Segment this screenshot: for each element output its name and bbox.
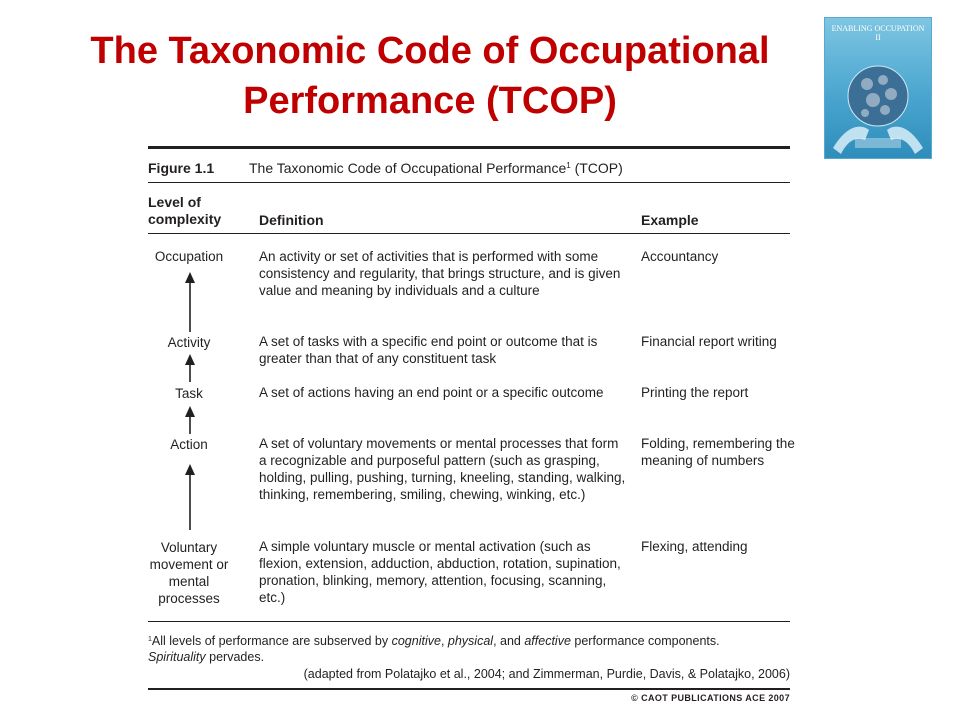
arrow-up-icon — [185, 464, 195, 530]
figure-header — [148, 160, 623, 176]
figure-caption — [249, 160, 623, 176]
example-task: Printing the report — [641, 385, 749, 400]
definition-activity: A set of tasks with a specific end point or outcome that is greater than that of any constituent task — [259, 334, 598, 366]
level-occupation: Occupation — [154, 249, 224, 264]
slide-title — [60, 26, 800, 126]
column-header-definition: Definition — [259, 212, 324, 228]
definition-action: A set of voluntary movements or mental processes that form a recognizable and purposeful pattern (such as grasping, holding, pulling, pushing, turning, kneeling, standing, walking, thinking, remembering, smiling, chewing, winking, etc.) — [259, 436, 626, 502]
level-activity: Activity — [167, 335, 211, 350]
figure-caption-text: The Taxonomic Code of Occupational Performance — [249, 160, 567, 176]
footnote-cognitive: cognitive — [391, 634, 441, 648]
footnote-text-after: performance components. — [570, 634, 720, 648]
source-citation: (adapted from Polatajko et al., 2004; and Zimmerman, Purdie, Davis, & Polatajko, 2006) — [303, 667, 790, 681]
footnote-spirituality: Spirituality — [148, 650, 206, 664]
copyright-notice: © CAOT PUBLICATIONS ACE 2007 — [631, 693, 790, 703]
figure-caption-superscript: 1 — [566, 161, 571, 170]
footnote-and: , and — [493, 634, 525, 648]
header-rule — [148, 182, 790, 183]
footnote-marker: 1 — [148, 636, 152, 643]
figure-caption-suffix: (TCOP) — [574, 160, 623, 176]
columns-rule — [148, 233, 790, 234]
slide-title-line-1: The Taxonomic Code of Occupational — [90, 30, 770, 72]
book-cover-image — [825, 18, 931, 158]
figure-number: Figure 1.1 — [148, 160, 215, 176]
book-cover-title: ENABLING OCCUPATION II — [831, 24, 925, 42]
level-voluntary-movement: Voluntary movement or mental processes — [149, 540, 229, 606]
arrow-up-icon — [185, 354, 195, 382]
footnote-rule — [148, 621, 790, 622]
column-header-example: Example — [641, 212, 699, 228]
example-voluntary-movement: Flexing, attending — [641, 539, 748, 554]
example-occupation: Accountancy — [641, 249, 719, 264]
definition-task: A set of actions having an end point or a specific outcome — [259, 385, 604, 400]
example-action: Folding, remembering the meaning of numbers — [641, 436, 795, 468]
footnote-pervades: pervades. — [205, 650, 265, 664]
arrow-up-icon — [185, 406, 195, 434]
top-rule — [148, 146, 790, 149]
tcop-figure — [148, 146, 795, 706]
definition-occupation: An activity or set of activities that is performed with some consistency and regularity, that brings structure, and is given value and meaning by individuals and a culture — [259, 249, 621, 298]
arrow-up-icon — [185, 272, 195, 332]
definition-voluntary-movement: A simple voluntary muscle or mental activation (such as flexion, extension, adduction, abduction, rotation, supination, pronation, blinking, memory, attention, focusing, scanning, etc.) — [259, 539, 621, 605]
footnote-text-before: All levels of performance are subserved by — [151, 634, 392, 648]
level-task: Task — [175, 386, 203, 401]
bottom-rule — [148, 688, 790, 690]
column-header-level — [148, 194, 221, 228]
slide-title-line-2: Performance (TCOP) — [243, 80, 617, 122]
footnote-comma: , — [440, 634, 448, 648]
footnote — [148, 632, 790, 665]
column-header-level-line-2: complexity — [148, 211, 222, 227]
footnote-physical: physical — [447, 634, 494, 648]
column-header-level-line-1: Level of — [148, 194, 201, 210]
footnote-affective: affective — [524, 634, 571, 648]
level-action: Action — [170, 437, 208, 452]
example-activity: Financial report writing — [641, 334, 777, 349]
